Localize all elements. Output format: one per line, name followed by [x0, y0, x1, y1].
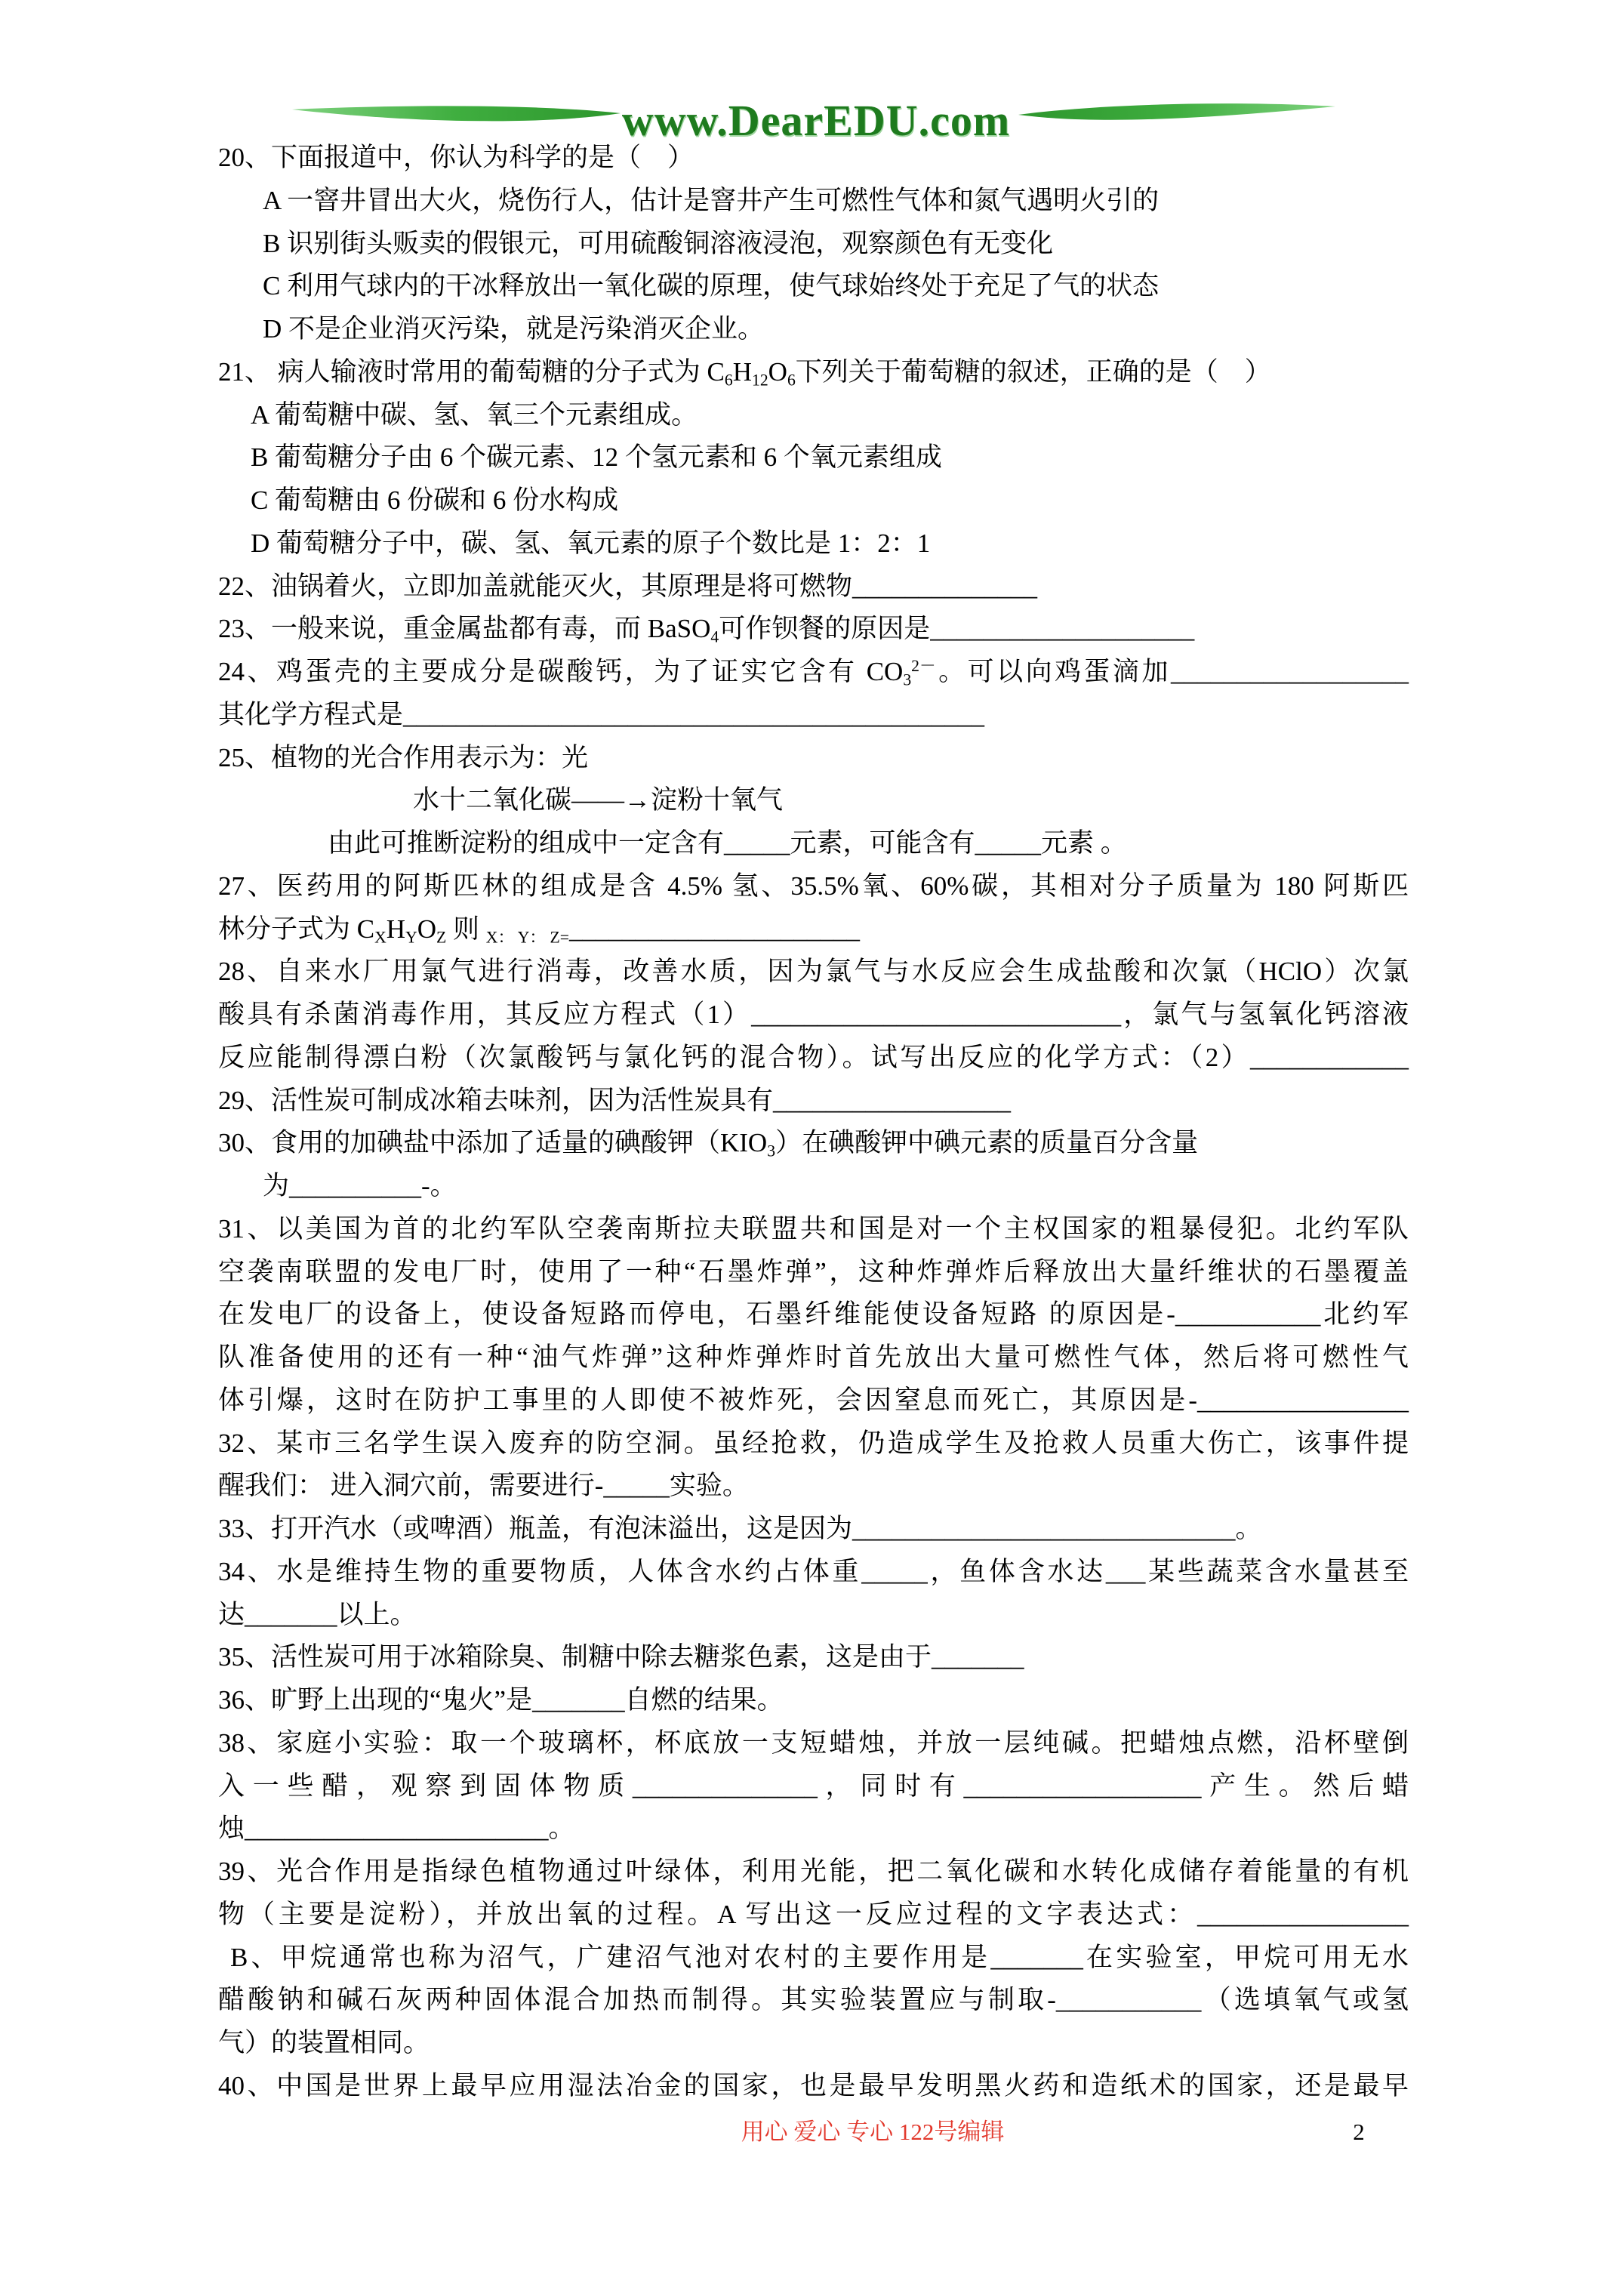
q25-line-3: 由此可推断淀粉的组成中一定含有_____元素，可能含有_____元素 。 — [328, 828, 1127, 858]
text-run: 则 — [446, 914, 486, 944]
q20-option-b: B 识别街头贩卖的假银元，可用硫酸铜溶液浸泡，观察颜色有无变化 — [263, 228, 1054, 258]
subscript: 3 — [767, 1142, 776, 1160]
q20-option-d: D 不是企业消灭污染，就是污染消灭企业。 — [263, 314, 765, 344]
text-run: 30、食用的加碘盐中添加了适量的碘酸钾（KIO — [218, 1128, 768, 1158]
text-run: 。可以向鸡蛋滴加__________________ — [935, 657, 1409, 686]
subscript: 6 — [787, 371, 796, 390]
q29: 29、活性炭可制成冰箱去味剂，因为活性炭具有__________________ — [218, 1085, 1012, 1115]
q30-line-1 — [218, 1122, 1409, 1165]
text-run: 23、一般来说，重金属盐都有毒，而 BaSO — [218, 614, 711, 644]
q25-line-1: 25、植物的光合作用表示为：光 — [218, 742, 589, 772]
q28-line-3: 反应能制得漂白粉（次氯酸钙与氯化钙的混合物）。试写出反应的化学方式：（2）____________ — [218, 1042, 1409, 1072]
q21-option-b: B 葡萄糖分子由 6 个碳元素、12 个氢元素和 6 个氧元素组成 — [251, 442, 942, 473]
subscript: Z — [436, 928, 447, 946]
q33: 33、打开汽水（或啤酒）瓶盖，有泡沫溢出，这是因为_____________________________。 — [218, 1514, 1262, 1543]
text-run: 下列关于葡萄糖的叙述，正确的是（ ） — [795, 356, 1271, 387]
q23 — [218, 608, 1409, 651]
q36: 36、旷野上出现的“鬼火”是_______自燃的结果。 — [218, 1685, 784, 1715]
q21-option-a: A 葡萄糖中碳、氢、氧三个元素组成。 — [251, 399, 698, 430]
q31-line-3: 在发电厂的设备上，使设备短路而停电，石墨纤维能使设备短路 的原因是-___________北约军 — [218, 1299, 1409, 1330]
q39-line-1: 39、光合作用是指绿色植物通过叶绿体，利用光能，把二氧化碳和水转化成储存着能量的有机 — [218, 1857, 1409, 1886]
q31-line-2: 空袭南联盟的发电厂时，使用了一种“石墨炸弹”，这种炸弹炸后释放出大量纤维状的石墨覆盖 — [218, 1256, 1409, 1287]
subscript: 4 — [710, 627, 719, 646]
q20-option-a: A 一窨井冒出大火，烧伤行人，估计是窨井产生可燃性气体和氮气遇明火引的 — [263, 185, 1160, 215]
text-run: H — [732, 356, 752, 387]
q27-line-1: 27、医药用的阿斯匹林的组成是含 4.5% 氢、35.5%氧、60%碳，其相对分子质量为 180 阿斯匹 — [218, 871, 1409, 901]
subscript: X： Y： Z= — [485, 928, 569, 946]
q38-line-1: 38、家庭小实验：取一个玻璃杯，杯底放一支短蜡烛，并放一层纯碱。把蜡烛点燃，沿杯壁倒 — [218, 1727, 1409, 1758]
text-run: H — [386, 914, 406, 944]
q40-line-1: 40、中国是世界上最早应用湿法冶金的国家，也是最早发明黑火药和造纸术的国家，还是最早 — [218, 2070, 1409, 2100]
q34-line-1: 34、水是维持生物的重要物质，人体含水约占体重_____，鱼体含水达___某些蔬菜含水量甚至 — [218, 1556, 1409, 1586]
subscript: 3 — [903, 670, 912, 689]
q31-line-4: 队准备使用的还有一种“油气炸弹”这种炸弹炸时首先放出大量可燃性气体，然后将可燃性气 — [218, 1342, 1409, 1372]
q21-stem — [218, 351, 1409, 394]
q39-line-3: B、甲烷通常也称为沼气，广建沼气池对农村的主要作用是_______在实验室，甲烷可用无水 — [230, 1942, 1409, 1972]
q30-line-2: 为__________-。 — [263, 1171, 457, 1200]
q21-option-c: C 葡萄糖由 6 份碳和 6 份水构成 — [251, 485, 619, 515]
q35: 35、活性炭可用于冰箱除臭、制糖中除去糖浆色素，这是由于_______ — [218, 1642, 1024, 1672]
q21-option-d: D 葡萄糖分子中，碳、氢、氧元素的原子个数比是 1：2：1 — [251, 528, 931, 558]
q31-line-1: 31、以美国为首的北约军队空袭南斯拉夫联盟共和国是对一个主权国家的粗暴侵犯。北约军队 — [218, 1213, 1409, 1244]
text-run: ______________________ — [569, 914, 860, 944]
q38-line-2: 入一些醋，观察到固体物质______________，同时有__________________产生。然后蜡 — [218, 1771, 1409, 1801]
q31-line-5: 体引爆，这时在防护工事里的人即使不被炸死，会因窒息而死亡，其原因是-________________ — [218, 1385, 1409, 1415]
text-run: 林分子式为 C — [218, 914, 375, 944]
document-body — [218, 137, 1409, 2108]
q20-option-c: C 利用气球内的干冰释放出一氧化碳的原理，使气球始终处于充足了气的状态 — [263, 271, 1160, 301]
q22: 22、油锅着火，立即加盖就能灭火，其原理是将可燃物______________ — [218, 571, 1038, 601]
q27-line-2 — [218, 908, 1409, 951]
q24-line-2: 其化学方程式是____________________________________________ — [218, 699, 985, 729]
text-run: 21、 病人输液时常用的葡萄糖的分子式为 C — [218, 356, 725, 387]
q39-line-4: 醋酸钠和碱石灰两种固体混合加热而制得。其实验装置应与制取-___________（选填氧气或氢 — [218, 1985, 1409, 2015]
q39-line-2: 物（主要是淀粉），并放出氧的过程。A 写出这一反应过程的文字表达式：________________ — [218, 1899, 1409, 1929]
q28-line-1: 28、自来水厂用氯气进行消毒，改善水质，因为氯气与水反应会生成盐酸和次氯（HClO）次氯 — [218, 957, 1409, 987]
text-run: 可作钡餐的原因是____________________ — [719, 614, 1195, 644]
text-run: ）在碘酸钾中碘元素的质量百分含量 — [775, 1128, 1199, 1158]
text-run: O — [417, 914, 437, 944]
q34-line-2: 达_______以上。 — [218, 1599, 417, 1629]
text-run: O — [768, 356, 787, 387]
subscript: Y — [405, 928, 417, 946]
q24-line-1 — [218, 651, 1409, 694]
q28-line-2: 酸具有杀菌消毒作用，其反应方程式（1）____________________________，氯气与氢氧化钙溶液 — [218, 1000, 1409, 1029]
subscript: 12 — [751, 371, 768, 390]
q38-line-3: 烛_______________________。 — [218, 1814, 575, 1844]
footer-slogan: 用心 爱心 专心 122号编辑 — [741, 2119, 1005, 2145]
subscript: 6 — [724, 371, 733, 390]
superscript: 2－ — [911, 657, 936, 676]
q20-stem: 20、下面报道中，你认为科学的是（ ） — [218, 143, 694, 172]
q25-equation: 水十二氧化碳——→淀粉十氧气 — [413, 785, 784, 815]
page-number: 2 — [1353, 2119, 1365, 2145]
subscript: X — [374, 928, 387, 946]
site-title: www.DearEDU.com — [621, 96, 1011, 145]
q32-line-1: 32、某市三名学生误入废弃的防空洞。虽经抢救，仍造成学生及抢救人员重大伤亡，该事件提 — [218, 1428, 1409, 1458]
q32-line-2: 醒我们： 进入洞穴前，需要进行-_____实验。 — [218, 1471, 749, 1501]
text-run: 24、鸡蛋壳的主要成分是碳酸钙，为了证实它含有 CO — [218, 657, 904, 686]
q39-line-5: 气）的装置相同。 — [218, 2028, 430, 2057]
